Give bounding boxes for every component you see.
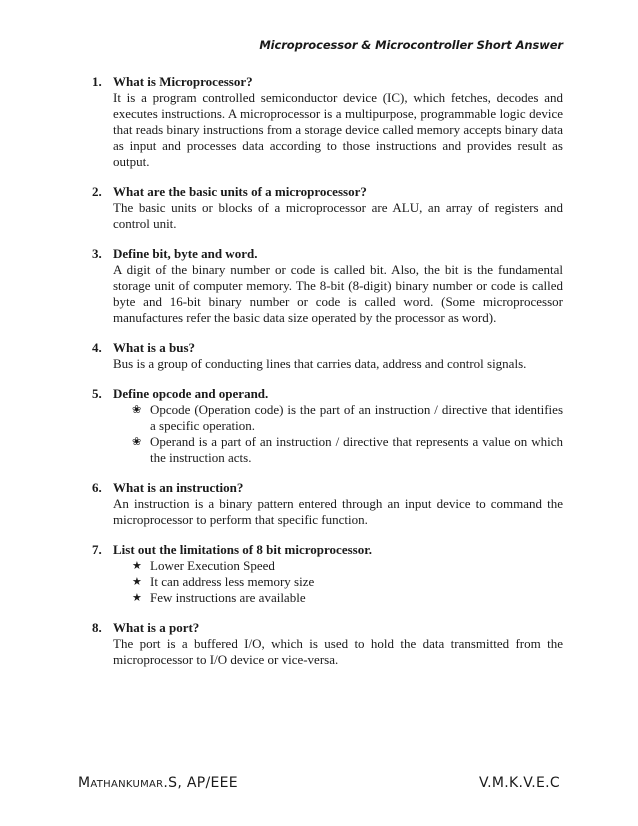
question-title: What is Microprocessor? <box>113 74 253 89</box>
question-number: 4. <box>92 340 102 355</box>
page-header: Microprocessor & Microcontroller Short Answer <box>259 38 563 52</box>
answer-text: It is a program controlled semiconductor device (IC), which fetches, decodes and executes instructions. A microprocessor is a multipurpose, programmable logic device that reads binary instructions from a storage device called memory accepts binary data as input and processes data according to those instructions and provides result as output. <box>113 90 563 169</box>
question-4 <box>92 340 563 372</box>
question-title: What is a port? <box>113 620 200 635</box>
question-number: 5. <box>92 386 102 401</box>
bullet-text: Few instructions are available <box>150 590 306 605</box>
question-title: List out the limitations of 8 bit microprocessor. <box>113 542 373 557</box>
footer-college: V.M.K.V.E.C <box>479 775 560 791</box>
list-item <box>113 574 563 590</box>
answer-text: Bus is a group of conducting lines that carries data, address and control signals. <box>113 356 527 371</box>
bullet-text: Lower Execution Speed <box>150 558 275 573</box>
list-item <box>113 558 563 574</box>
list-item <box>113 434 563 466</box>
question-number: 7. <box>92 542 102 557</box>
answer-text: The basic units or blocks of a microprocessor are ALU, an array of registers and control unit. <box>113 200 563 231</box>
question-2 <box>92 184 563 232</box>
question-title: Define opcode and operand. <box>113 386 269 401</box>
question-title: What is an instruction? <box>113 480 244 495</box>
flower-bullet-icon: ❀ <box>132 436 142 448</box>
question-8 <box>92 620 563 668</box>
answer-bullets <box>113 558 563 606</box>
question-number: 1. <box>92 74 102 89</box>
star-bullet-icon: ★ <box>132 592 142 604</box>
question-number: 6. <box>92 480 102 495</box>
answer-text: A digit of the binary number or code is called bit. Also, the bit is the fundamental storage unit of computer memory. The 8-bit (8-digit) binary number or code is called byte and 16-bit binary number or code is called word. (Some microprocessor manufactures refer the basic data size operated by the processor as word). <box>113 262 563 325</box>
question-number: 8. <box>92 620 102 635</box>
answer-bullets <box>113 402 563 466</box>
question-title: Define bit, byte and word. <box>113 246 258 261</box>
bullet-text: Operand is a part of an instruction / directive that represents a value on which the instruction acts. <box>150 434 563 465</box>
list-item <box>113 590 563 606</box>
star-bullet-icon: ★ <box>132 560 142 572</box>
star-bullet-icon: ★ <box>132 576 142 588</box>
question-number: 2. <box>92 184 102 199</box>
question-number: 3. <box>92 246 102 261</box>
question-6 <box>92 480 563 528</box>
answer-text: An instruction is a binary pattern entered through an input device to command the microprocessor to perform that specific function. <box>113 496 563 527</box>
question-title: What is a bus? <box>113 340 195 355</box>
footer-author: Mathankumar.S, AP/EEE <box>78 775 238 791</box>
answer-text: The port is a buffered I/O, which is used to hold the data transmitted from the microprocessor to I/O device or vice-versa. <box>113 636 563 667</box>
qa-list <box>92 74 563 682</box>
list-item <box>113 402 563 434</box>
question-5 <box>92 386 563 466</box>
bullet-text: Opcode (Operation code) is the part of an instruction / directive that identifies a specific operation. <box>150 402 563 433</box>
question-1 <box>92 74 563 170</box>
question-3 <box>92 246 563 326</box>
question-7 <box>92 542 563 606</box>
question-title: What are the basic units of a microprocessor? <box>113 184 367 199</box>
flower-bullet-icon: ❀ <box>132 404 142 416</box>
bullet-text: It can address less memory size <box>150 574 315 589</box>
